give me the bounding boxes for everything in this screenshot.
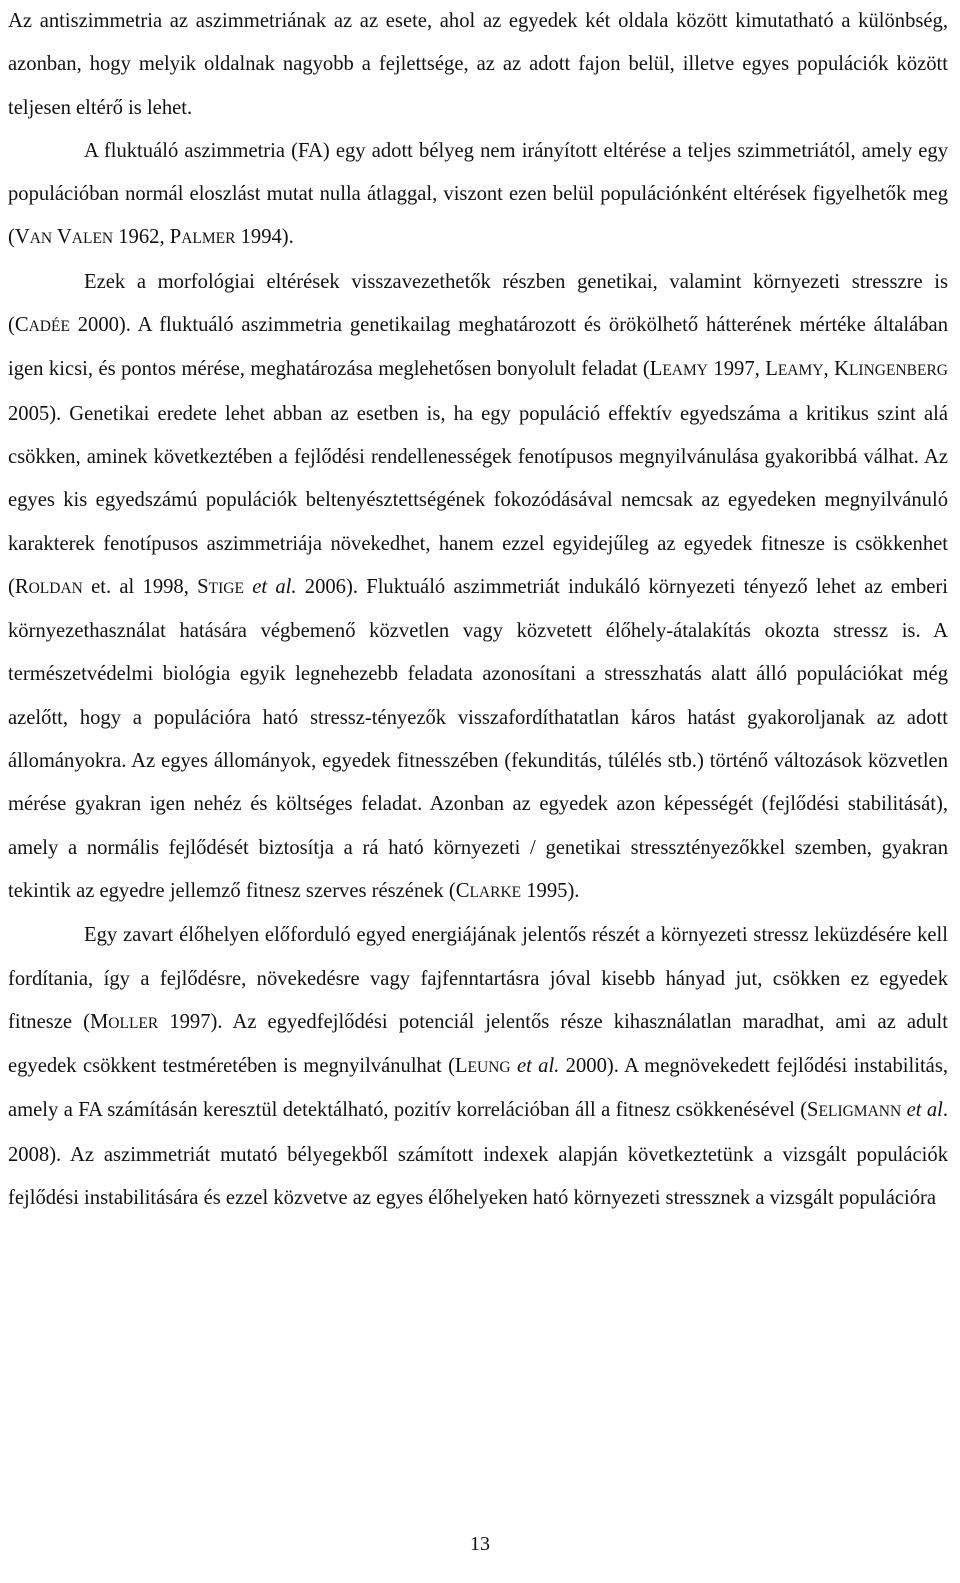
page-number: 13 — [470, 1533, 490, 1555]
document-body — [8, 0, 948, 1220]
paragraph-disturbed-habitat: Egy zavart élőhelyen előforduló egyed energiájának jelentős részét a környezeti stressz leküzdésére kell fordítania, így a fejlődésre, növekedésre vagy fajfenntartásra jóval kisebb hányad jut, csökken ez egyedek fitnesze (MOLLER 1997). Az egyedfejlődési potenciál jelentős része kihasználatlan maradhat, ami az adult egyedek csökkent testméretében is megnyilvánulhat (LEUNG et al. 2000). A megnövekedett fejlődési instabilitás, amely a FA számításán keresztül detektálható, pozitív korrelációban áll a fitnesz csökkenésével (SELIGMANN et al. 2008). Az aszimmetriát mutató bélyegekből számított indexek alapján következtetünk a vizsgált populációk fejlődési instabilitására és ezzel közvetve az egyes élőhelyeken ható környezeti stressznek a vizsgált populációra — [8, 924, 948, 1210]
paragraph-morphological-differences: Ezek a morfológiai eltérések visszavezethetők részben genetikai, valamint környezeti stresszre is (CADÉE 2000). A fluktuáló aszimmetria genetikailag meghatározott és örökölhető hátterének mértéke általában igen kicsi, és pontos mérése, meghatározása meglehetősen bonyolult feladat (LEAMY 1997, LEAMY, KLINGENBERG 2005). Genetikai eredete lehet abban az esetben is, ha egy populáció effektív egyedszáma a kritikus szint alá csökken, aminek következtében a fejlődési rendellenességek fenotípusos megnyilvánulása gyakoribbá válhat. Az egyes kis egyedszámú populációk beltenyésztettségének fokozódásával nemcsak az egyedeken megnyilvánuló karakterek fenotípusos aszimmetriája növekedhet, hanem ezzel egyidejűleg az egyedek fitnesze is csökkenhet (ROLDAN et. al 1998, STIGE et al. 2006). Fluktuáló aszimmetriát indukáló környezeti tényező lehet az emberi környezethasználat hatására végbemenő közvetlen vagy közvetett élőhely-átalakítás okozta stressz is. A természetvédelmi biológia egyik legnehezebb feladata azonosítani a stresszhatás alatt álló populációkat még azelőtt, hogy a populációra ható stressz-tényezők visszafordíthatatlan káros hatást gyakoroljanak az adott állományokra. Az egyes állományok, egyedek fitnesszében (fekunditás, túlélés stb.) történő változások közvetlen mérése gyakran igen nehéz és költséges feladat. Azonban az egyedek azon képességét (fejlődési stabilitását), amely a normális fejlődését biztosítja a rá ható környezeti / genetikai stressztényezőkkel szemben, gyakran tekintik az egyedre jellemző fitnesz szerves részének (CLARKE 1995). — [8, 270, 948, 902]
paragraph-fluctuating-asymmetry: A fluktuáló aszimmetria (FA) egy adott bélyeg nem irányított eltérése a teljes szimmetriától, amely egy populációban normál eloszlást mutat nulla átlaggal, viszont ezen belül populációnként eltérések figyelhetők meg (VAN VALEN 1962, PALMER 1994). — [8, 139, 948, 249]
paragraph-antisymmetry: Az antiszimmetria az aszimmetriának az az esete, ahol az egyedek két oldala között kimutatható a különbség, azonban, hogy melyik oldalnak nagyobb a fejlettsége, az az adott fajon belül, illetve egyes populációk között teljesen eltérő is lehet. — [8, 10, 948, 119]
